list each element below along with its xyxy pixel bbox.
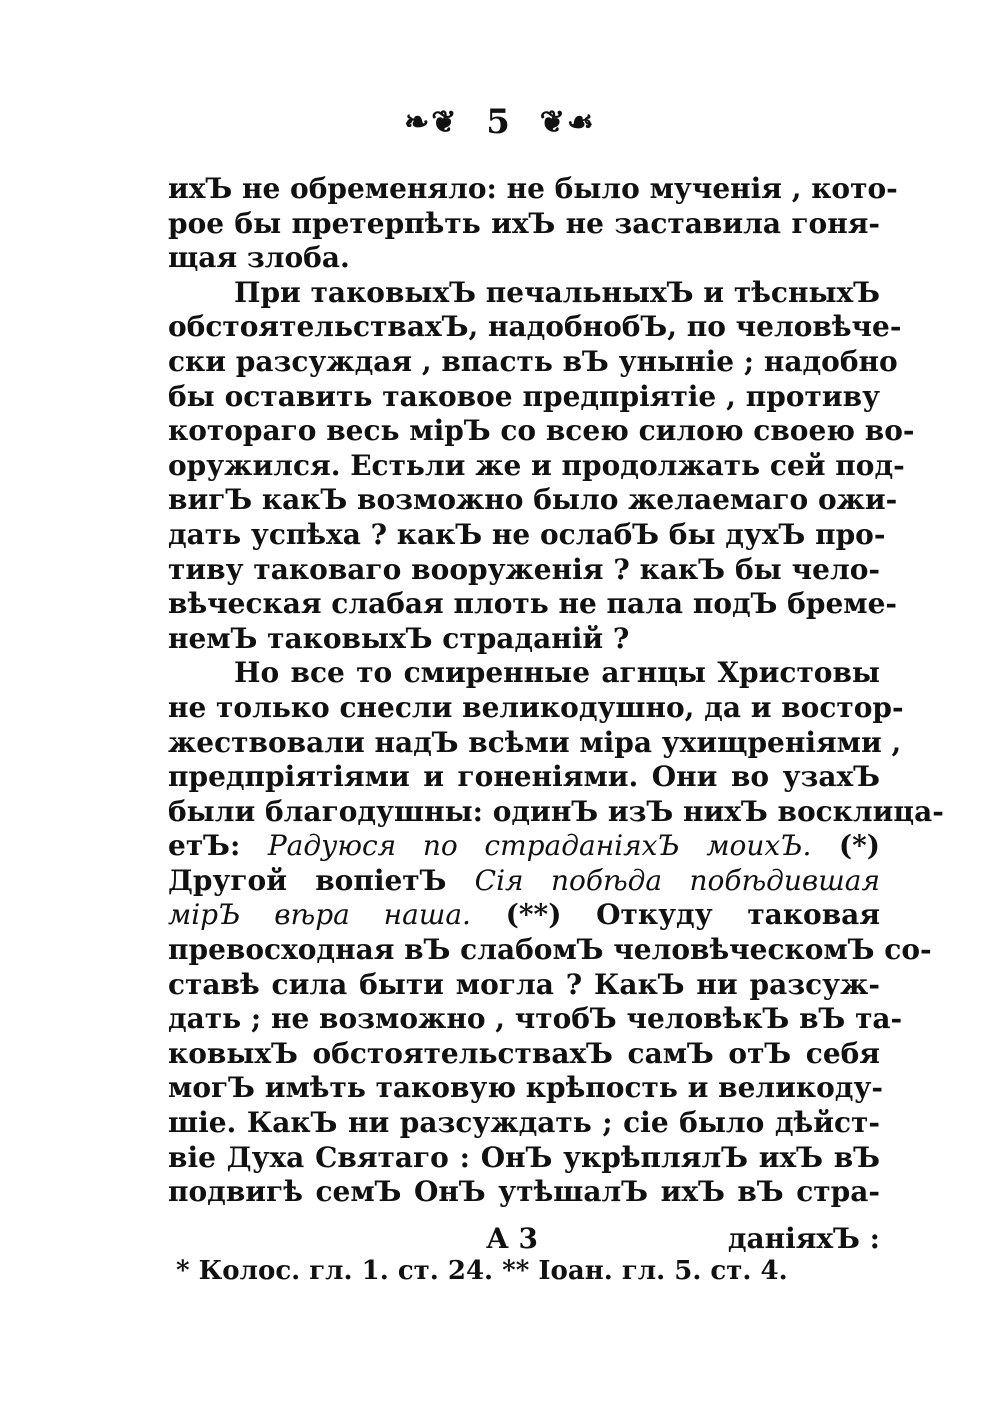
catchword: даніяхЪ : xyxy=(727,1222,880,1255)
text-segment: (**) Откуду таковая xyxy=(505,898,881,932)
text-line xyxy=(168,207,880,242)
text-line xyxy=(168,933,932,968)
text-line xyxy=(168,1141,880,1176)
main-text xyxy=(168,172,944,1210)
text-line xyxy=(168,1037,880,1072)
text-segment: рое бы претерпѣть ихЪ не заставила гоня- xyxy=(168,206,880,240)
text-segment: ковыхЪ обстоятельствахЪ самЪ отЪ себя xyxy=(168,1036,880,1070)
text-line xyxy=(168,864,880,899)
quotation-text: Сія побѣда побѣдившая xyxy=(474,863,880,897)
text-segment: превосходная вЪ слабомЪ человѣческомЪ со- xyxy=(168,933,932,967)
text-segment: предпріятіями и гоненіями. Они во узахЪ xyxy=(168,760,880,794)
text-line xyxy=(168,483,898,518)
right-ornament-icon: ❦☙ xyxy=(539,104,596,140)
quotation-text: Радуюся по страданіяхЪ моихЪ. xyxy=(267,829,812,863)
text-segment: подвигѣ семЪ ОнЪ утѣшалЪ ихЪ вЪ стра- xyxy=(168,1175,880,1209)
text-line xyxy=(168,968,880,1003)
left-ornament-icon: ❧❦ xyxy=(404,104,459,140)
text-segment: были благодушны: одинЪ изЪ нихЪ восклица- xyxy=(168,794,944,828)
text-segment: ставѣ сила быти могла ? КакЪ ни разсуж- xyxy=(168,967,880,1001)
text-segment: ски разсуждая , впасть вЪ уныніе ; надобно xyxy=(168,344,898,378)
footnotes: * Колос. гл. 1. ст. 24. ** Іоан. гл. 5. ст. 4. xyxy=(176,1256,788,1286)
signature-mark: А 3 xyxy=(486,1222,539,1255)
text-line xyxy=(168,172,898,207)
text-line xyxy=(168,829,880,864)
quotation-text: мірЪ вѣра наша. xyxy=(168,898,471,932)
text-segment: шіе. КакЪ ни разсуждать ; сіе было дѣйст- xyxy=(168,1106,880,1140)
signature-line xyxy=(168,1222,880,1256)
text-line xyxy=(168,448,905,484)
text-line xyxy=(168,760,880,795)
text-line xyxy=(168,276,880,311)
text-line xyxy=(168,794,944,830)
text-segment: бы оставить таковое предпріятіе , противу xyxy=(168,379,880,413)
text-line xyxy=(168,656,880,691)
text-segment: немЪ таковыхЪ страданій ? xyxy=(168,621,630,655)
text-segment: котораго весь мірЪ со всею силою своею во- xyxy=(168,414,915,448)
text-line xyxy=(168,414,915,449)
text-line xyxy=(168,344,898,380)
text-segment: дать ; не возможно , чтобЪ человѣкЪ вЪ та- xyxy=(168,1002,903,1036)
text-segment: ихЪ не обременяло: не было мученія , кото- xyxy=(168,172,898,205)
text-segment: дать успѣха ? какЪ не ослабЪ бы духЪ про- xyxy=(168,517,886,551)
text-segment: Другой вопіетЪ xyxy=(168,863,447,897)
page-number: 5 xyxy=(486,102,512,142)
text-segment: Но все то смиренные агнцы Христовы xyxy=(234,656,880,690)
text-line xyxy=(168,380,880,415)
text-segment: етЪ: xyxy=(168,829,241,863)
text-segment: обстоятельствахЪ, надобнобЪ, по человѣче- xyxy=(168,310,902,344)
page-header xyxy=(0,100,1000,142)
text-segment: жествовали надЪ всѣми міра ухищреніями , xyxy=(168,725,902,759)
text-segment: щая злоба. xyxy=(168,241,350,275)
text-line xyxy=(168,898,880,933)
text-line xyxy=(168,241,880,276)
text-line xyxy=(168,587,898,622)
text-segment: віе Духа Святаго : ОнЪ укрѣплялЪ ихЪ вЪ xyxy=(168,1140,880,1174)
text-segment: вѣческая слабая плоть не пала подЪ бреме- xyxy=(168,587,898,621)
text-line xyxy=(168,1071,883,1106)
text-segment: могЪ имѣть таковую крѣпость и великоду- xyxy=(168,1071,883,1105)
text-line xyxy=(168,622,880,657)
text-line xyxy=(168,517,886,553)
text-line xyxy=(168,553,880,588)
text-line xyxy=(168,725,902,761)
text-segment: оружился. Естьли же и продолжать сей под- xyxy=(168,448,905,482)
text-line xyxy=(168,1175,880,1210)
text-line xyxy=(168,310,902,345)
text-segment: (*) xyxy=(838,829,881,863)
text-line xyxy=(168,1106,880,1141)
text-segment: не только снесли великодушно, да и востор- xyxy=(168,690,904,724)
text-segment: тиву таковаго вооруженія ? какЪ бы чело- xyxy=(168,552,880,586)
text-segment: При таковыхЪ печальныхЪ и тѣсныхЪ xyxy=(234,275,880,309)
text-line xyxy=(168,690,904,726)
text-segment: вигЪ какЪ возможно было желаемаго ожи- xyxy=(168,483,898,517)
text-line xyxy=(168,1002,903,1037)
